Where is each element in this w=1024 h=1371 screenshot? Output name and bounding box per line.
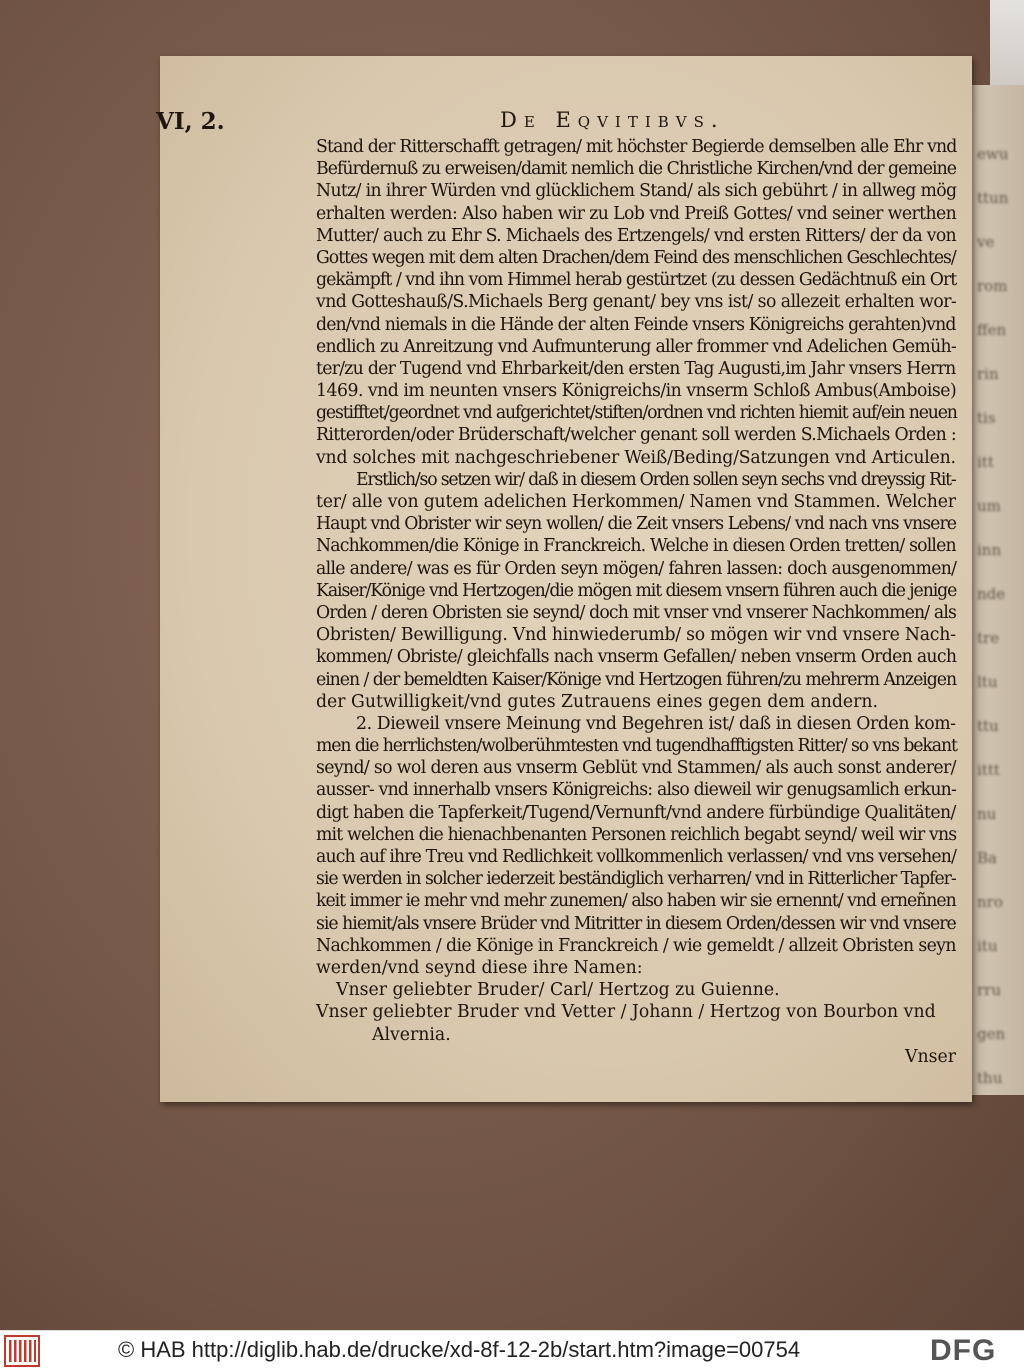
text-line: Nachkommen/die Könige in Franckreich. Welche in diesen Orden tretten/ sollen: [316, 536, 956, 557]
catchword: Vnser: [905, 1046, 956, 1067]
text-line: erhalten werden: Also haben wir zu Lob vnd Preiß Gottes/ vnd seiner werthen: [316, 203, 957, 224]
text-line: den/vnd niemals in die Hände der alten Feinde vnsers Königreichs gerahten)vnd: [316, 314, 956, 335]
text-line: sie werden in solcher iederzeit beständiglich verharren/ vnd in Ritterlicher Tapfer-: [316, 869, 956, 890]
facing-page-text: inn: [977, 541, 1002, 559]
facing-page-text: ttu: [977, 717, 999, 735]
text-line: vnd solches mit nachgeschriebener Weiß/Beding/Satzungen vnd Articulen.: [316, 447, 956, 468]
facing-page-edge: [965, 85, 1024, 1095]
facing-page-text: ve: [977, 233, 995, 251]
running-head: De Eqvitibvs.: [500, 108, 725, 132]
text-line: Vnser geliebter Bruder vnd Vetter / Johann / Hertzog von Bourbon vnd: [316, 1002, 936, 1023]
text-line: vnd Gotteshauß/S.Michaels Berg genant/ bey vns ist/ so allezeit erhalten wor-: [316, 292, 957, 313]
text-line: Vnser geliebter Bruder/ Carl/ Hertzog zu Guienne.: [336, 980, 780, 1001]
text-line: Mutter/ auch zu Ehr S. Michaels des Ertzengels/ vnd ersten Ritters/ der da von: [316, 225, 956, 246]
text-line: keit immer ie mehr vnd mehr zunemen/ also haben wir sie ernennt/ vnd erneñnen: [316, 891, 956, 912]
text-line: Stand der Ritterschafft getragen/ mit höchster Begierde demselben alle Ehr vnd: [316, 137, 957, 157]
text-line: alle andere/ was es für Orden seyn mögen/ fahren lassen: doch ausgenommen/: [316, 558, 957, 579]
text-line: Erstlich/so setzen wir/ daß in diesem Orden sollen seyn sechs vnd dreyssig Rit-: [356, 469, 956, 490]
text-line: sie hiemit/als vnsere Brüder vnd Mitritter in diesem Orden/dessen wir vnd vnsere: [316, 913, 956, 934]
text-line: endlich zu Anreitzung vnd Aufmunterung aller frommer vnd Adelichen Gemüh-: [316, 336, 956, 357]
viewer-footer: [0, 1330, 1024, 1371]
text-line: Obristen/ Bewilligung. Vnd hinwiederumb/ so mögen wir vnd vnsere Nach-: [316, 625, 956, 646]
hab-logo-icon: [4, 1334, 40, 1367]
facing-page-text: itu: [977, 937, 998, 955]
facing-page-text: ltu: [977, 673, 998, 691]
scan-edge-strip: [990, 0, 1024, 85]
text-line: Gottes wegen mit dem alten Drachen/dem Feind des menschlichen Geschlechtes/: [316, 247, 956, 268]
text-line: werden/vnd seynd diese ihre Namen:: [316, 957, 643, 978]
text-line: seynd/ so wol deren aus vnserm Geblüt vnd Stammen/ als auch sonst anderer/: [316, 758, 956, 779]
text-line: Ritterorden/oder Brüderschaft/welcher genant soll werden S.Michaels Orden :: [316, 425, 957, 446]
text-line: der Gutwilligkeit/vnd gutes Zutrauens eines gegen dem andern.: [316, 691, 878, 712]
text-line: Orden / deren Obristen sie seynd/ doch mit vnser vnd vnserer Nachkommen/ als: [316, 602, 957, 623]
text-line: ausser- vnd innerhalb vnsers Königreichs: also dieweil wir genugsamlich erkun-: [316, 780, 957, 801]
text-line: gekämpft / vnd ihn vom Himmel herab gestürtzet (zu dessen Gedächtnuß ein Ort: [316, 270, 957, 291]
copyright-link[interactable]: © HAB http://diglib.hab.de/drucke/xd-8f-12-2b/start.htm?image=00754: [118, 1337, 801, 1362]
facing-page-text: rru: [977, 981, 1002, 999]
text-line: ter/ alle von gutem adelichen Herkommen/ Namen vnd Stammen. Welcher: [316, 492, 956, 512]
text-line: kommen/ Obriste/ gleichfalls nach vnserm Gefallen/ neben vnserm Orden auch: [316, 647, 957, 668]
text-line: auch auf ihre Treu vnd Redlichkeit vollkommenlich verlassen/ vnd vns versehen/: [316, 847, 957, 867]
text-line: Haupt vnd Obrister wir seyn wollen/ die Zeit vnsers Lebens/ vnd nach vns vnsere: [316, 514, 957, 535]
facing-page-text: tis: [977, 409, 996, 427]
facing-page-text: tre: [977, 629, 1000, 647]
text-line: Befürdernuß zu erweisen/damit nemlich die Christliche Kirchen/vnd der gemeine: [316, 159, 956, 180]
facing-page-text: ittt: [977, 761, 1000, 779]
page-number: VI, 2.: [156, 108, 225, 135]
facing-page-text: nde: [977, 585, 1006, 603]
dfg-logo: DFG: [930, 1334, 997, 1367]
facing-page-text: itt: [977, 453, 994, 471]
facing-page-text: ffen: [977, 321, 1007, 339]
text-line: mit welchen die hienachbenanten Personen reichlich begabt seynd/ weil wir vns: [316, 824, 957, 845]
facing-page-text: gen: [977, 1025, 1006, 1043]
text-line: Nutz/ in ihrer Würden vnd glücklichem Stand/ als sich gebührt / in allweg mög: [316, 181, 957, 202]
text-line: einen / der bemeldten Kaiser/Könige vnd Hertzogen führen/zu mehrerm Anzeigen: [316, 669, 957, 690]
facing-page-text: Ba: [977, 849, 997, 867]
text-line: Kaiser/Könige vnd Hertzogen/die mögen mit diesem vnsern führen auch die jenige: [316, 580, 957, 601]
facing-page-text: thu: [977, 1069, 1003, 1087]
text-line: Nachkommen / die Könige in Franckreich / wie gemeldt / allzeit Obristen seyn: [316, 935, 956, 956]
names-list: [316, 979, 956, 1046]
page-header: [156, 108, 796, 136]
text-line: 2. Dieweil vnsere Meinung vnd Begehren ist/ daß in diesen Orden kom-: [356, 713, 956, 734]
text-line: digt haben die Tapferkeit/Tugend/Vernunft/vnd andere fürbündige Qualitäten/: [316, 802, 956, 823]
text-line: gestifftet/geordnet vnd aufgerichtet/stiften/ordnen vnd richten hiemit auf/ein neuen: [316, 403, 957, 424]
page-body: [316, 136, 956, 1068]
paragraph-2: [316, 713, 956, 979]
facing-page-text: nu: [977, 805, 997, 823]
text-line: 1469. vnd im neunten vnsers Königreichs/in vnserm Schloß Ambus(Amboise): [316, 381, 957, 402]
facing-page-text: rom: [977, 277, 1008, 295]
facing-page-text: ewu: [977, 145, 1009, 163]
facing-page-text: rin: [977, 365, 999, 383]
facing-page-text: ttun: [977, 189, 1009, 207]
opening-paragraph: [316, 136, 956, 469]
facing-page-text: nro: [977, 893, 1003, 911]
paragraph-1: [316, 469, 956, 713]
text-line: ter/zu der Tugend vnd Ehrbarkeit/den ersten Tag Augusti,im Jahr vnsers Herrn: [316, 358, 956, 379]
text-line: Alvernia.: [372, 1024, 451, 1045]
text-line: men die herrlichsten/wolberühmtesten vnd tugendhafftigsten Ritter/ so vns bekant: [316, 736, 957, 757]
facing-page-text: um: [977, 497, 1001, 515]
